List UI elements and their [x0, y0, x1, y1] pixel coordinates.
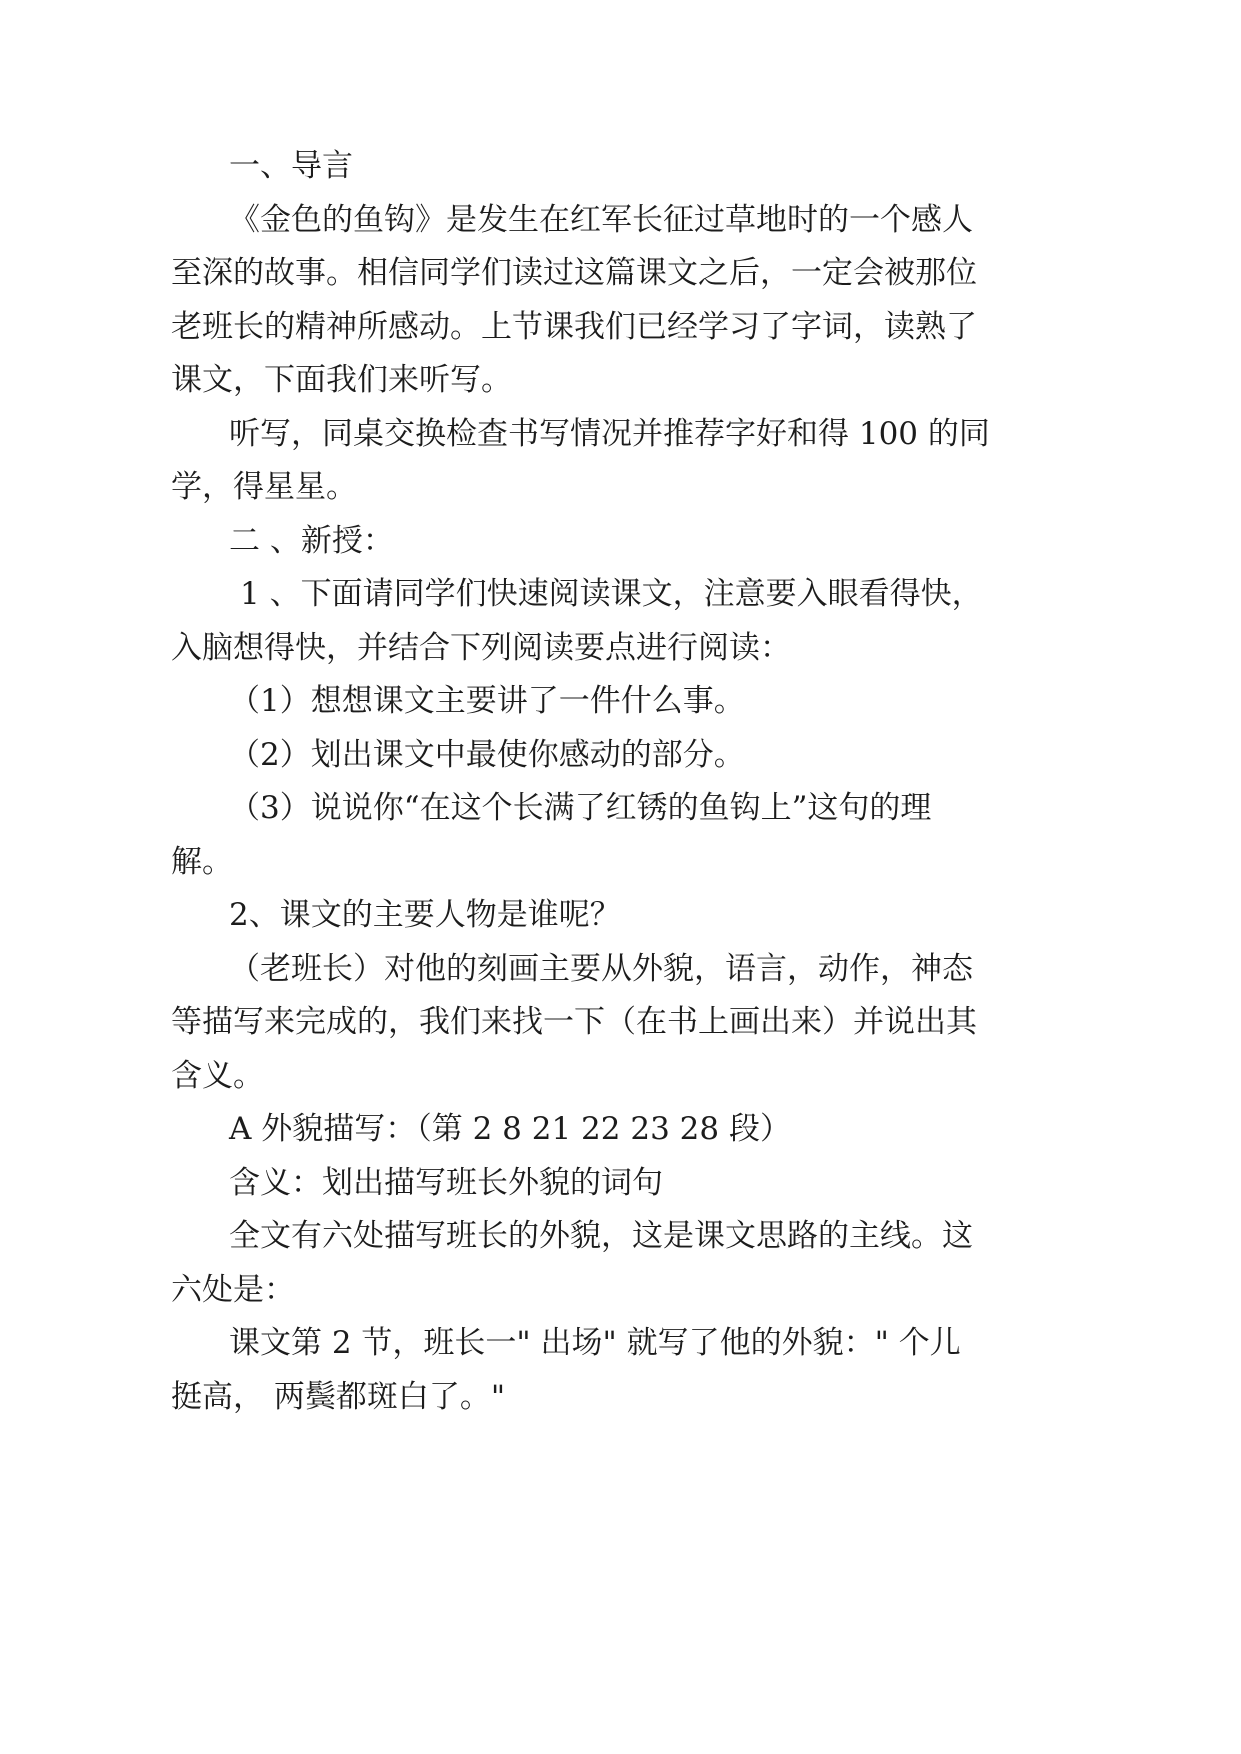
paragraph-line: 入脑想得快，并结合下列阅读要点进行阅读：	[171, 630, 791, 666]
section-heading-intro: 一、导言	[229, 148, 353, 184]
subsection-heading: A 外貌描写：（第 2 8 21 22 23 28 段）	[229, 1111, 791, 1147]
paragraph-line: 等描写来完成的，我们来找一下（在书上画出来）并说出其	[171, 1004, 977, 1040]
paragraph-line: 含义。	[171, 1058, 264, 1094]
list-item: （2）划出课文中最使你感动的部分。	[229, 737, 745, 773]
paragraph-line: 解。	[171, 844, 233, 880]
paragraph-line: 老班长的精神所感动。上节课我们已经学习了字词，读熟了	[171, 309, 977, 345]
paragraph-line: 全文有六处描写班长的外貌，这是课文思路的主线。这	[229, 1218, 973, 1254]
list-item: 1 、下面请同学们快速阅读课文，注意要入眼看得快，	[240, 576, 983, 612]
paragraph-line: 《金色的鱼钩》是发生在红军长征过草地时的一个感人	[229, 202, 973, 238]
paragraph-line: （老班长）对他的刻画主要从外貌，语言，动作，神态	[229, 951, 973, 987]
list-item: （3）说说你“在这个长满了红锈的鱼钩上”这句的理	[229, 790, 932, 826]
section-heading-new: 二 、新授：	[229, 523, 394, 559]
paragraph-line: 课文，下面我们来听写。	[171, 362, 512, 398]
paragraph-line: 学，得星星。	[171, 469, 357, 505]
list-item: 2、课文的主要人物是谁呢？	[229, 897, 621, 933]
paragraph-line: 至深的故事。相信同学们读过这篇课文之后，一定会被那位	[171, 255, 977, 291]
paragraph-line: 课文第 2 节，班长一" 出场" 就写了他的外貌：" 个儿	[229, 1325, 961, 1361]
paragraph-line: 听写，同桌交换检查书写情况并推荐字好和得 100 的同	[229, 416, 990, 452]
paragraph-line: 挺高， 两鬓都斑白了。"	[171, 1379, 506, 1415]
paragraph-line: 含义：划出描写班长外貌的词句	[229, 1165, 663, 1201]
paragraph-line: 六处是：	[171, 1272, 295, 1308]
list-item: （1）想想课文主要讲了一件什么事。	[229, 683, 745, 719]
